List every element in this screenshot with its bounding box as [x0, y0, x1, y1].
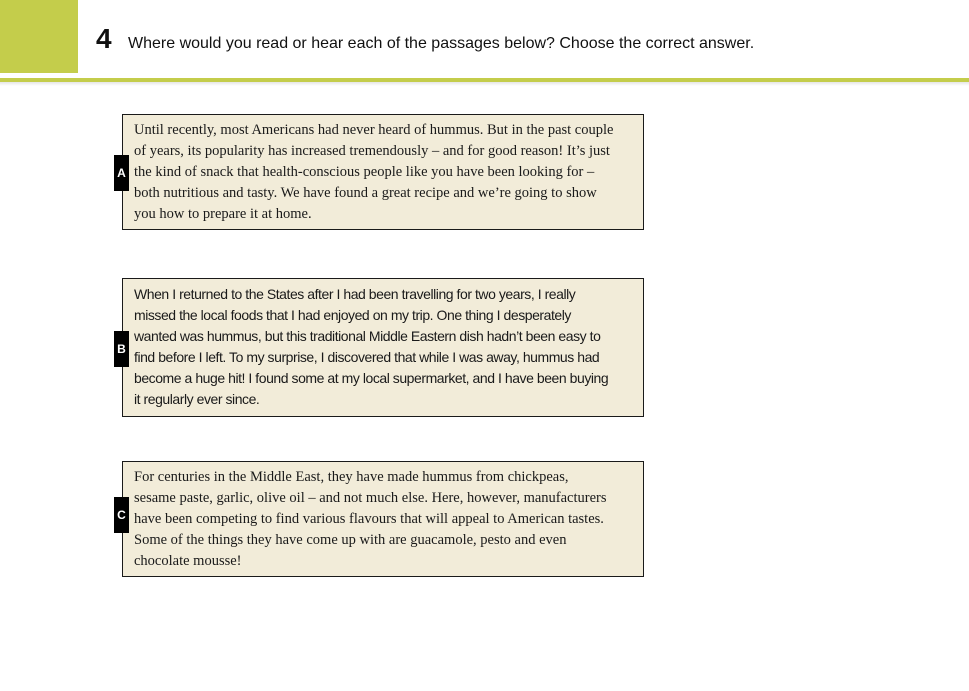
- passage-line: both nutritious and tasty. We have found a great recipe and we’re going to show: [134, 184, 597, 201]
- passage-c-label: C: [114, 497, 129, 533]
- passage-line: For centuries in the Middle East, they have made hummus from chickpeas,: [134, 469, 569, 485]
- passage-line: wanted was hummus, but this traditional Middle Eastern dish hadn’t been easy to: [134, 327, 601, 344]
- passage-line: of years, its popularity has increased tremendously – and for good reason! It’s just: [134, 142, 610, 159]
- passage-line: missed the local foods that I had enjoyed on my trip. One thing I desperately: [134, 306, 571, 323]
- passage-a-text: [134, 120, 613, 225]
- passage-b-box: [122, 278, 644, 417]
- passage-c-text: [134, 467, 607, 572]
- passage-line: chocolate mousse!: [134, 552, 242, 569]
- passage-c-box: [122, 461, 644, 577]
- passage-line: it regularly ever since.: [134, 390, 260, 407]
- passage-line: Some of the things they have come up with are guacamole, pesto and even: [134, 531, 567, 548]
- passage-line: you how to prepare it at home.: [134, 205, 312, 222]
- passage-line: have been competing to find various flavours that will appeal to American tastes.: [134, 510, 604, 527]
- passage-line: Until recently, most Americans had never heard of hummus. But in the past couple: [134, 122, 614, 138]
- passage-line: find before I left. To my surprise, I discovered that while I was away, hummus had: [134, 348, 600, 365]
- passage-line: become a huge hit! I found some at my local supermarket, and I have been buying: [134, 369, 609, 386]
- passage-a-label: A: [114, 155, 129, 191]
- passage-line: sesame paste, garlic, olive oil – and not much else. Here, however, manufacturers: [134, 489, 607, 506]
- exercise-number: 4: [96, 23, 112, 54]
- exercise-instruction: Where would you read or hear each of the passages below? Choose the correct answer.: [128, 35, 755, 52]
- passage-b-label: B: [114, 331, 129, 367]
- passage-line: the kind of snack that health-conscious people like you have been looking for –: [134, 163, 595, 180]
- passage-b-text: [134, 284, 608, 409]
- header-accent-block: [0, 0, 78, 73]
- passage-line: When I returned to the States after I had been travelling for two years, I really: [134, 286, 576, 302]
- header-rule-shadow: [0, 82, 969, 86]
- passage-a-box: [122, 114, 644, 230]
